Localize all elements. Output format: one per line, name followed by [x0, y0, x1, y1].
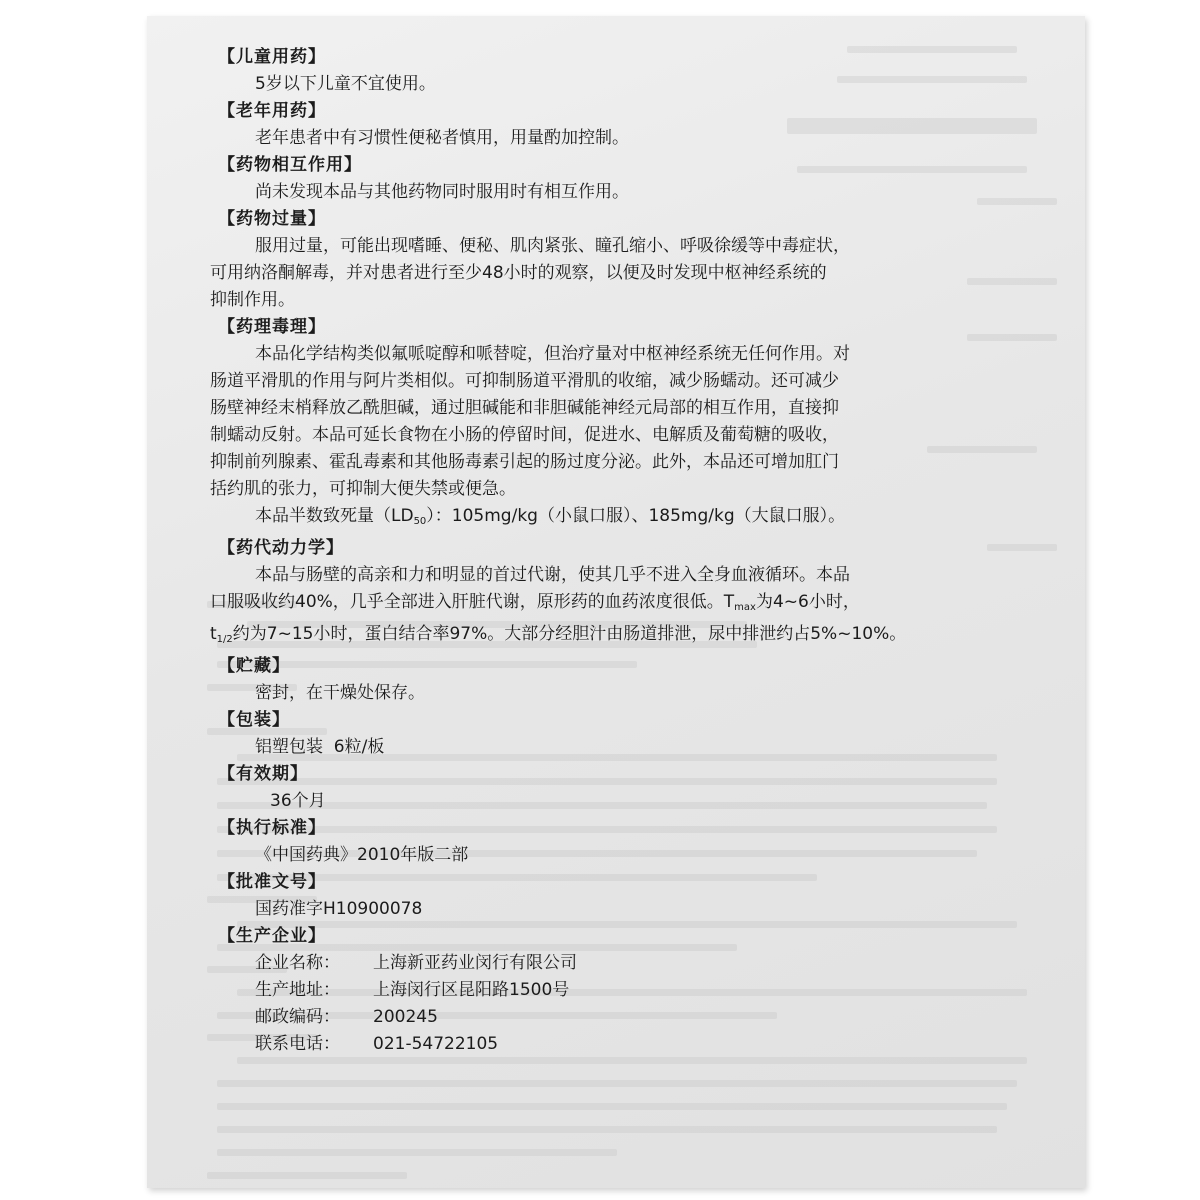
tmax-prefix: 口服吸收约40%，几乎全部进入肝脏代谢，原形药的血药浓度很低。T [210, 592, 735, 612]
section-body: 国药准字H10900078 [255, 899, 423, 919]
section-title: 【有效期】 [218, 764, 308, 784]
paragraph-line: 括约肌的张力，可抑制大便失禁或便急。 [210, 479, 516, 499]
section-approval [210, 869, 1070, 923]
section-body: 铝塑包装 6粒/板 [255, 737, 385, 757]
paragraph-line: 可用纳洛酮解毒，并对患者进行至少48小时的观察，以便及时发现中枢神经系统的 [210, 263, 827, 283]
paragraph-line: 制蠕动反射。本品可延长食物在小肠的停留时间，促进水、电解质及葡萄糖的吸收， [210, 425, 839, 445]
tmax-rest: 为4~6小时， [755, 592, 860, 612]
paragraph-line: 抑制前列腺素、霍乱毒素和其他肠毒素引起的肠过度分泌。此外，本品还可增加肛门 [210, 452, 839, 472]
section-children [210, 44, 1070, 98]
section-manufacturer [210, 923, 1070, 1058]
half-life-prefix: t [210, 624, 217, 644]
ld50-line [210, 503, 1070, 535]
section-title: 【药物过量】 [218, 209, 326, 229]
manufacturer-label: 联系电话： [255, 1034, 340, 1054]
paragraph-line: 抑制作用。 [210, 290, 295, 310]
section-interactions [210, 152, 1070, 206]
manufacturer-row [210, 1004, 1070, 1031]
section-standard [210, 815, 1070, 869]
leaflet-text [210, 44, 1070, 1058]
half-life-subscript: 1/2 [216, 634, 233, 645]
section-body: 《中国药典》2010年版二部 [255, 845, 469, 865]
paragraph-line [210, 621, 1070, 653]
half-life-rest: 约为7~15小时，蛋白结合率97%。大部分经胆汁由肠道排泄，尿中排泄约占5%~10%。 [232, 624, 907, 644]
paragraph-line [210, 589, 1070, 621]
section-body: 36个月 [270, 791, 326, 811]
section-body: 密封，在干燥处保存。 [255, 683, 425, 703]
section-body: 老年患者中有习惯性便秘者慎用，用量酌加控制。 [255, 128, 629, 148]
manufacturer-value: 021-54722105 [373, 1034, 499, 1054]
manufacturer-value: 上海闵行区昆阳路1500号 [373, 980, 570, 1000]
section-toxicology [210, 314, 1070, 535]
section-title: 【药代动力学】 [218, 538, 344, 558]
paragraph-line: 服用过量，可能出现嗜睡、便秘、肌肉紧张、瞳孔缩小、呼吸徐缓等中毒症状， [255, 236, 850, 256]
section-title: 【贮藏】 [218, 656, 290, 676]
manufacturer-value: 上海新亚药业闵行有限公司 [373, 953, 577, 973]
section-body: 尚未发现本品与其他药物同时服用时有相互作用。 [255, 182, 629, 202]
ld50-values: ）：105mg/kg（小鼠口服）、185mg/kg（大鼠口服）。 [426, 506, 846, 526]
paragraph-line: 本品与肠壁的高亲和力和明显的首过代谢，使其几乎不进入全身血液循环。本品 [255, 565, 850, 585]
section-title: 【生产企业】 [218, 926, 326, 946]
paragraph-line: 本品化学结构类似氟哌啶醇和哌替啶，但治疗量对中枢神经系统无任何作用。对 [255, 344, 850, 364]
manufacturer-row [210, 950, 1070, 977]
section-title: 【药理毒理】 [218, 317, 326, 337]
manufacturer-label: 邮政编码： [255, 1007, 340, 1027]
manufacturer-label: 生产地址： [255, 980, 340, 1000]
manufacturer-value: 200245 [373, 1007, 438, 1027]
section-overdose [210, 206, 1070, 314]
section-storage [210, 653, 1070, 707]
manufacturer-row [210, 977, 1070, 1004]
section-title: 【批准文号】 [218, 872, 326, 892]
manufacturer-row [210, 1031, 1070, 1058]
section-pharmacokinetics [210, 535, 1070, 653]
section-title: 【包装】 [218, 710, 290, 730]
section-title: 【儿童用药】 [218, 47, 326, 67]
section-body: 5岁以下儿童不宜使用。 [255, 74, 436, 94]
section-title: 【执行标准】 [218, 818, 326, 838]
section-validity [210, 761, 1070, 815]
ld50-subscript: 50 [413, 516, 427, 527]
section-elderly [210, 98, 1070, 152]
section-title: 【药物相互作用】 [218, 155, 362, 175]
manufacturer-label: 企业名称： [255, 953, 340, 973]
leaflet-page [147, 16, 1085, 1188]
ld50-prefix: 本品半数致死量（LD [255, 506, 414, 526]
paragraph-line: 肠壁神经末梢释放乙酰胆碱，通过胆碱能和非胆碱能神经元局部的相互作用，直接抑 [210, 398, 839, 418]
section-packaging [210, 707, 1070, 761]
paragraph-line: 肠道平滑肌的作用与阿片类相似。可抑制肠道平滑肌的收缩，减少肠蠕动。还可减少 [210, 371, 839, 391]
section-title: 【老年用药】 [218, 101, 326, 121]
tmax-subscript: max [734, 602, 756, 613]
